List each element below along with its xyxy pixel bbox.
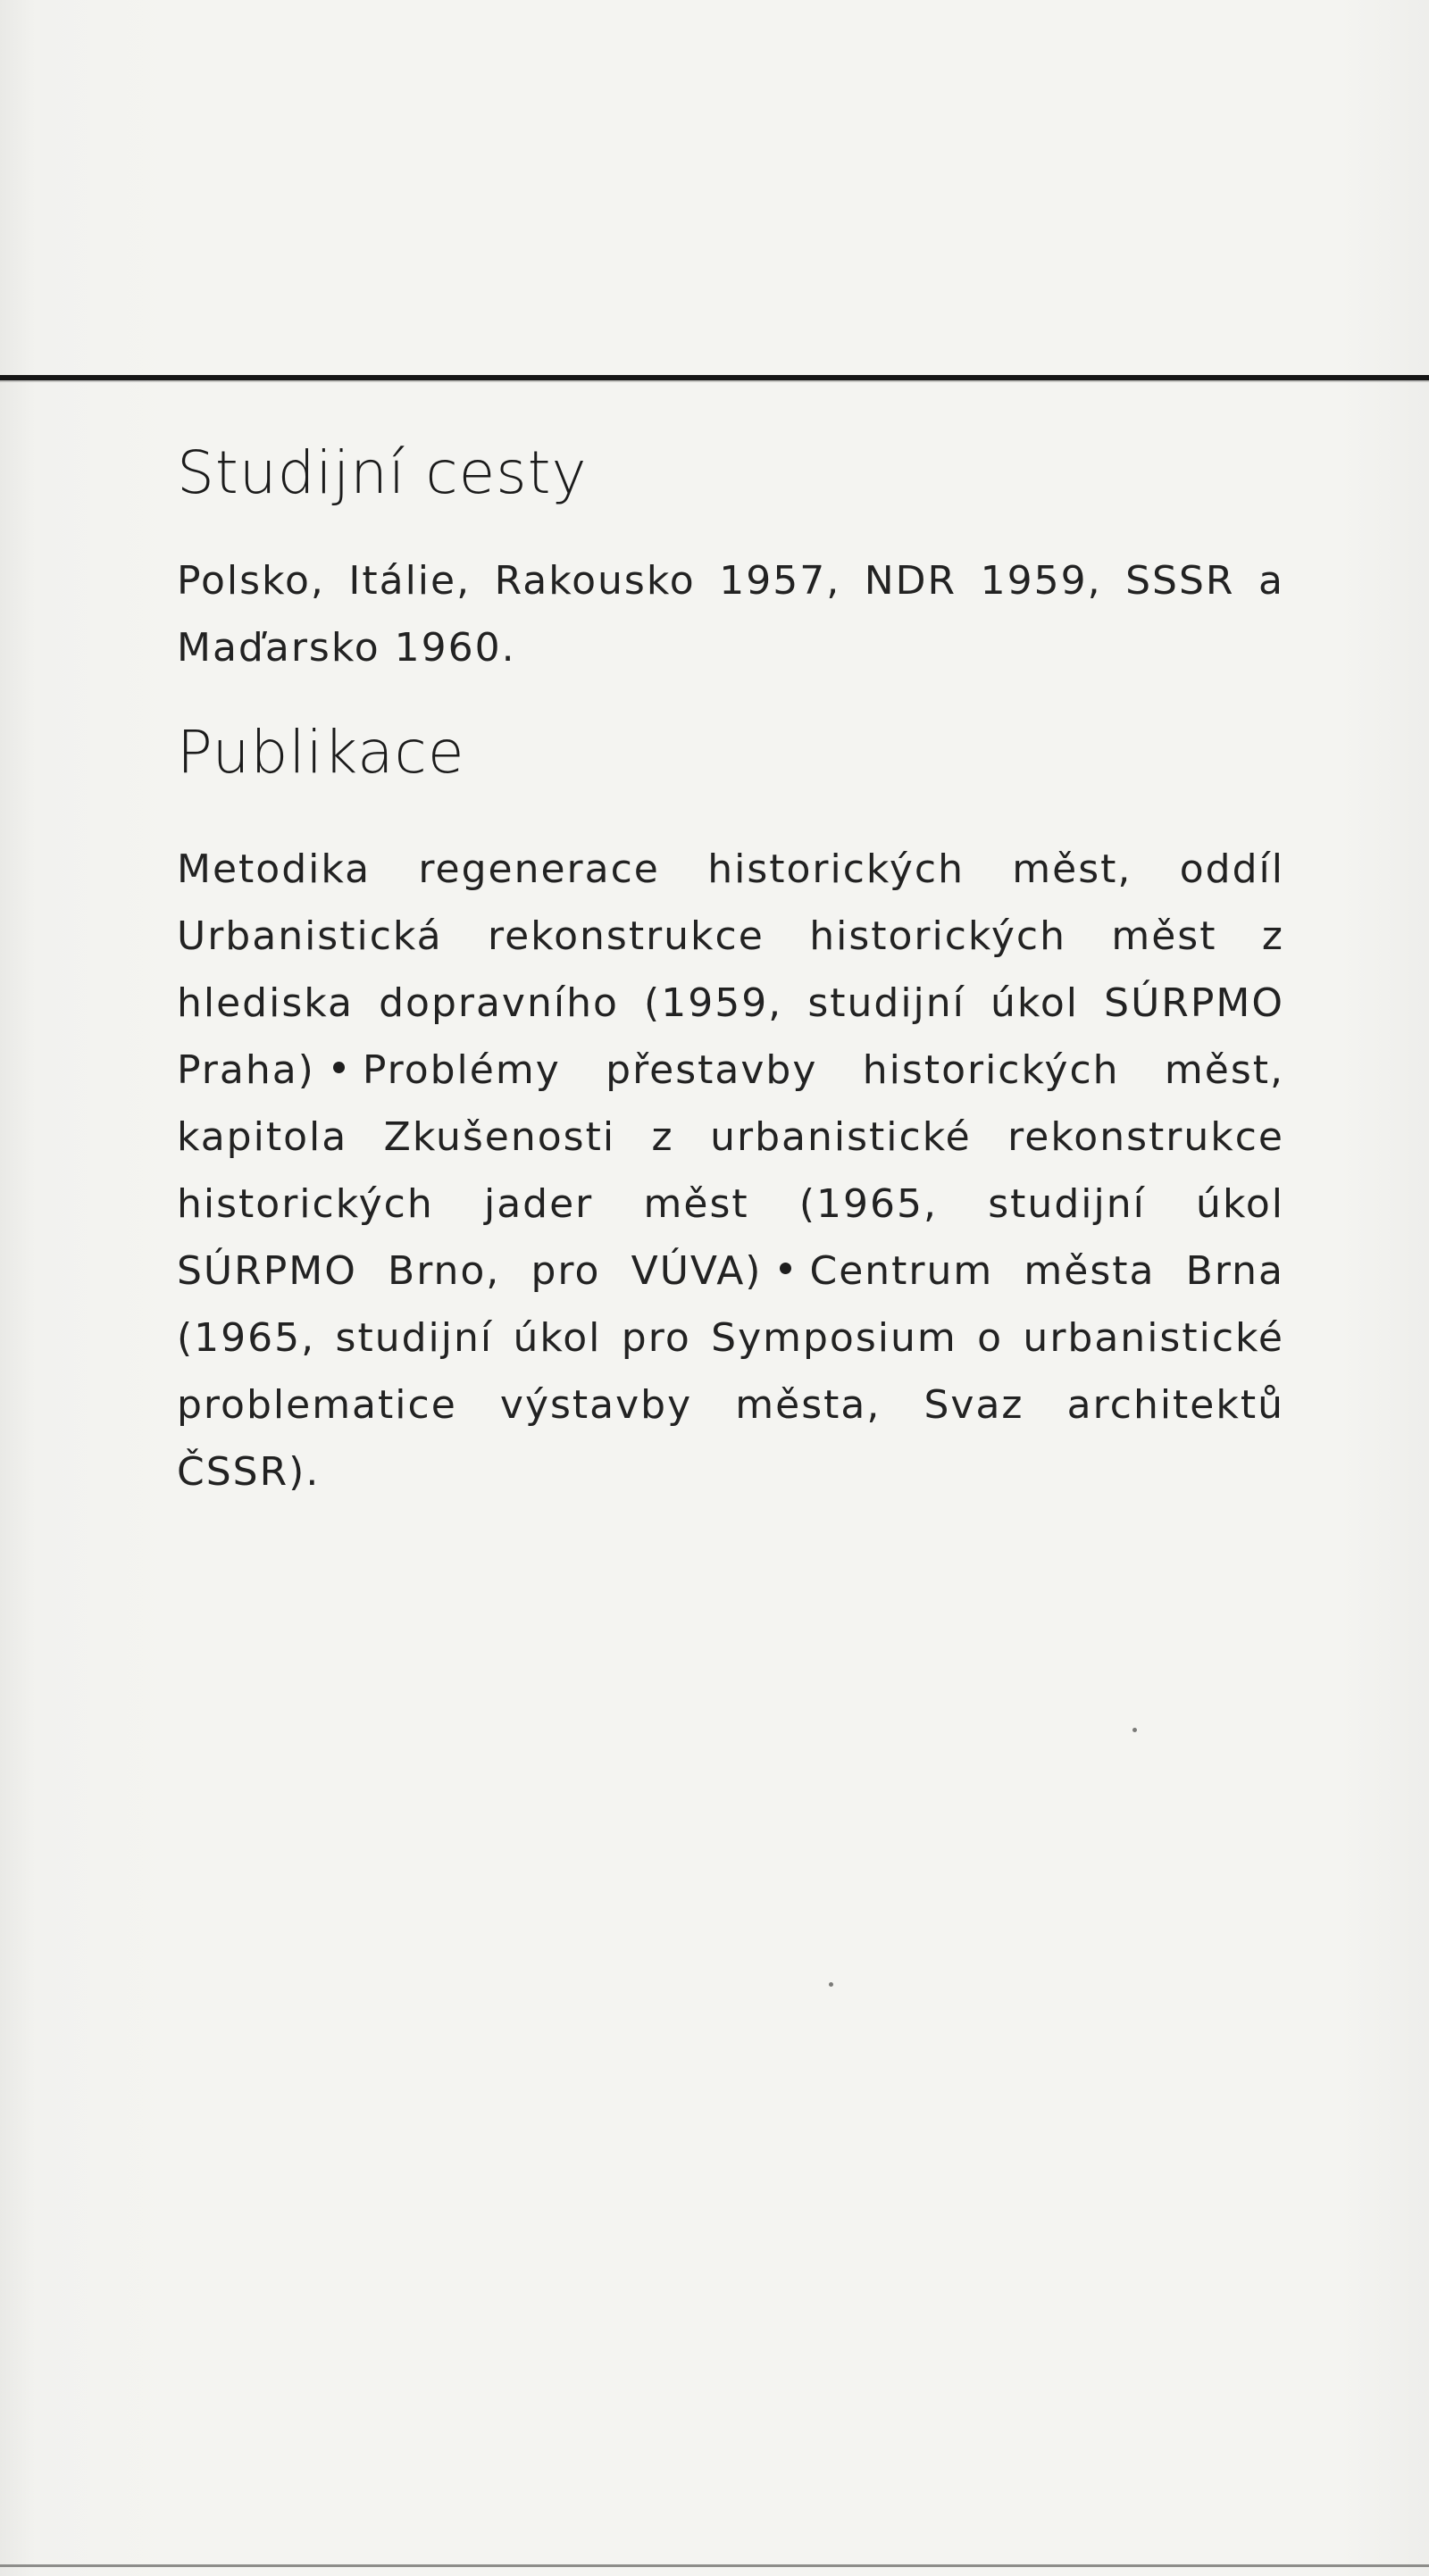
bullet-separator-icon — [333, 1062, 345, 1073]
publication-item-1: Metodika regenerace historických měst, oddíl Urbanistická rekonstrukce historických měst z hlediska dopravního (1959, studijní úkol SÚRPMO Praha) — [177, 846, 1284, 1094]
study-trips-text: Polsko, Itálie, Rakousko 1957, NDR 1959, SSSR a Maďarsko 1960. — [177, 558, 1284, 671]
publication-item-3: Centrum města Brna (1965, studijní úkol pro Symposium o urbanistické problematice výstavby města, Svaz architektů ČSSR). — [177, 1248, 1284, 1496]
paper-speck — [829, 1982, 833, 1987]
publication-item-2: Problémy přestavby historických měst, kapitola Zkušenosti z urbanistické rekonstrukce historických jader měst (1965, studijní úkol SÚRPMO Brno, pro VÚVA) — [177, 1047, 1284, 1295]
publications-heading: Publikace — [177, 718, 465, 788]
page-content — [177, 420, 1284, 1505]
top-rule-shadow — [0, 380, 1429, 382]
study-trips-heading: Studijní cesty — [177, 438, 588, 507]
paper-speck — [1132, 1728, 1137, 1732]
bullet-separator-icon — [780, 1263, 791, 1274]
bottom-page-edge — [0, 2564, 1429, 2567]
publications-text — [177, 836, 1284, 1505]
